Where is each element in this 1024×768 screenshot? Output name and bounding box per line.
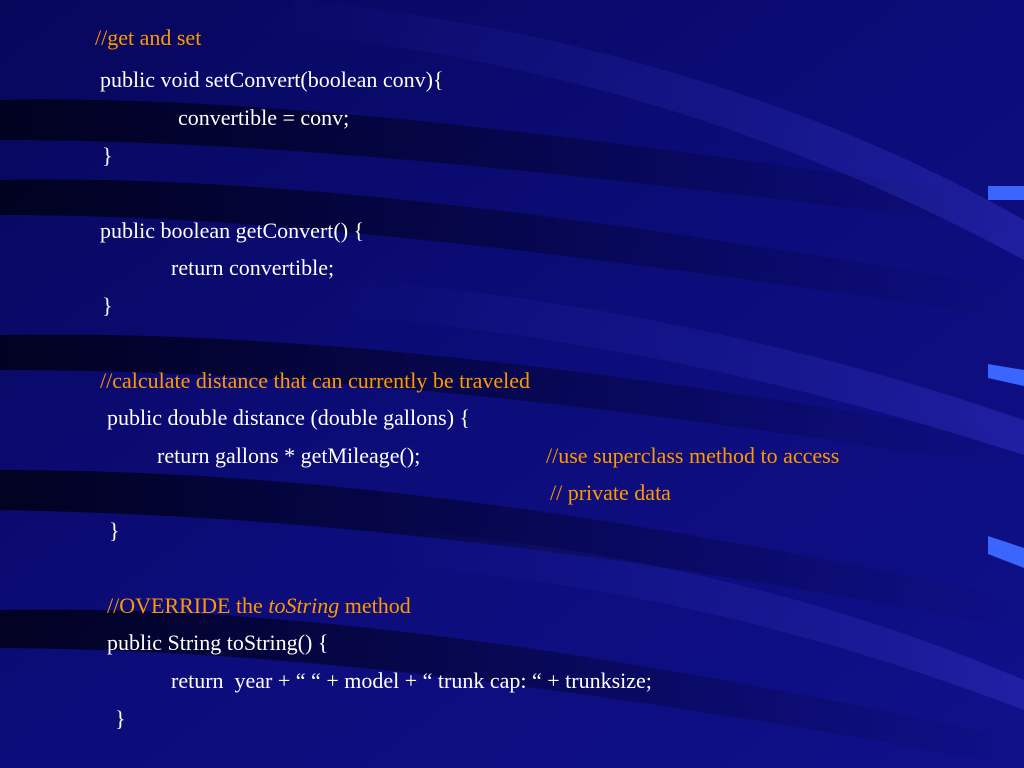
code-line-return-convertible: return convertible; <box>171 255 335 280</box>
comment-private-data: // private data <box>550 480 671 505</box>
edge-accent-marks <box>960 170 1024 590</box>
code-line-return-gallons: return gallons * getMileage(); <box>157 443 421 468</box>
code-line-return-string: return year + “ “ + model + “ trunk cap: “ + trunksize; <box>171 668 652 693</box>
code-line-set-convert-signature: public void setConvert(boolean conv){ <box>100 67 444 92</box>
code-line-get-convert-signature: public boolean getConvert() { <box>100 218 365 243</box>
code-line-assign-convertible: convertible = conv; <box>178 105 350 130</box>
code-line-tostring-signature: public String toString() { <box>107 630 329 655</box>
comment-calculate-distance: //calculate distance that can currently be traveled <box>100 368 530 393</box>
edge-mark-1 <box>988 186 1024 200</box>
edge-mark-3 <box>988 536 1024 568</box>
comment-override-method-name: toString <box>268 593 340 618</box>
comment-get-set: //get and set <box>95 25 202 50</box>
comment-use-superclass: //use superclass method to access <box>546 443 840 468</box>
code-line-close-brace-2: } <box>102 293 113 318</box>
code-line-close-brace-3: } <box>109 518 120 543</box>
code-line-close-brace-4: } <box>115 706 126 731</box>
comment-override-suffix: method <box>339 593 411 618</box>
code-line-distance-signature: public double distance (double gallons) { <box>107 405 471 430</box>
edge-mark-2 <box>988 364 1024 386</box>
comment-override-prefix: //OVERRIDE the <box>107 593 269 618</box>
comment-override-tostring <box>107 593 411 619</box>
code-line-close-brace-1: } <box>102 143 113 168</box>
